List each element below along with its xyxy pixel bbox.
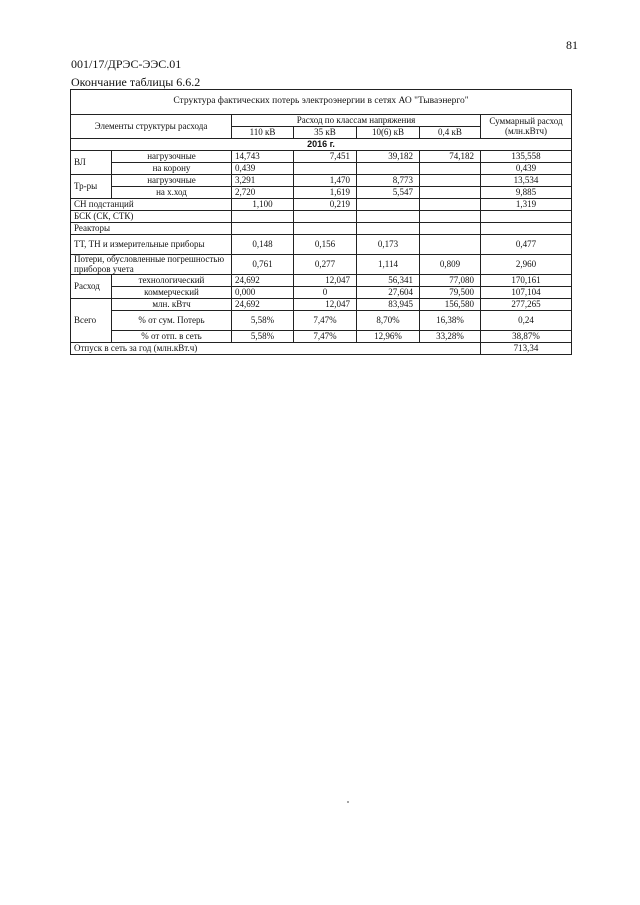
sub-label: % от сум. Потерь xyxy=(112,311,232,331)
header-total: Суммарный расход (млн.кВтч) xyxy=(481,115,572,139)
cell-110 xyxy=(232,223,294,235)
cell-total: 713,34 xyxy=(481,343,572,355)
cell-total: 277,265 xyxy=(481,299,572,311)
group-label-vsego: Всего xyxy=(71,299,112,343)
table-row xyxy=(71,287,572,299)
cell-110 xyxy=(232,211,294,223)
cell-04: 77,080 xyxy=(420,275,481,287)
table-row xyxy=(71,299,572,311)
table-row xyxy=(71,311,572,331)
loss-structure-table xyxy=(70,89,572,355)
header-class-10: 10(6) кВ xyxy=(357,127,420,139)
cell-04 xyxy=(420,199,481,211)
table-row xyxy=(71,223,572,235)
cell-110: 0,439 xyxy=(232,163,294,175)
cell-total: 2,960 xyxy=(481,255,572,275)
sub-label: технологический xyxy=(112,275,232,287)
cell-total: 13,534 xyxy=(481,175,572,187)
row-label-otpusk: Отпуск в сеть за год (млн.кВт.ч) xyxy=(71,343,481,355)
scan-speck xyxy=(347,801,349,803)
cell-110: 0,000 xyxy=(232,287,294,299)
year-label: 2016 г. xyxy=(71,139,572,151)
table-row xyxy=(71,199,572,211)
cell-10: 56,341 xyxy=(357,275,420,287)
cell-35: 7,47% xyxy=(294,311,357,331)
cell-110: 0,761 xyxy=(232,255,294,275)
group-label-vl: ВЛ xyxy=(71,151,112,175)
page-number: 81 xyxy=(566,38,578,52)
cell-10 xyxy=(357,163,420,175)
cell-35 xyxy=(294,211,357,223)
header-by-class: Расход по классам напряжения xyxy=(232,115,481,127)
row-label-errors: Потери, обусловленные погрешностью приборов учета xyxy=(71,255,232,275)
table-title: Структура фактических потерь электроэнергии в сетях АО "Тываэнерго" xyxy=(71,90,572,115)
table-row xyxy=(71,163,572,175)
sub-label: нагрузочные xyxy=(112,175,232,187)
table-continuation-caption: Окончание таблицы 6.6.2 xyxy=(71,75,201,89)
table-row xyxy=(71,151,572,163)
cell-total: 135,558 xyxy=(481,151,572,163)
cell-total xyxy=(481,223,572,235)
cell-04: 74,182 xyxy=(420,151,481,163)
table-row xyxy=(71,187,572,199)
cell-total: 0,24 xyxy=(481,311,572,331)
cell-04 xyxy=(420,223,481,235)
year-row xyxy=(71,139,572,151)
cell-35: 7,47% xyxy=(294,331,357,343)
cell-35 xyxy=(294,223,357,235)
cell-35: 12,047 xyxy=(294,299,357,311)
sub-label: на х.ход xyxy=(112,187,232,199)
cell-35: 0 xyxy=(294,287,357,299)
cell-35: 0,219 xyxy=(294,199,357,211)
cell-04: 0,809 xyxy=(420,255,481,275)
cell-10 xyxy=(357,199,420,211)
cell-35: 1,470 xyxy=(294,175,357,187)
cell-04: 79,500 xyxy=(420,287,481,299)
sub-label: на корону xyxy=(112,163,232,175)
cell-10 xyxy=(357,223,420,235)
cell-110: 24,692 xyxy=(232,299,294,311)
cell-10: 83,945 xyxy=(357,299,420,311)
sub-label: коммерческий xyxy=(112,287,232,299)
table-row xyxy=(71,235,572,255)
cell-10: 1,114 xyxy=(357,255,420,275)
header-class-35: 35 кВ xyxy=(294,127,357,139)
group-label-rashod: Расход xyxy=(71,275,112,299)
cell-35: 1,619 xyxy=(294,187,357,199)
table-row xyxy=(71,255,572,275)
cell-35: 12,047 xyxy=(294,275,357,287)
cell-110: 3,291 xyxy=(232,175,294,187)
cell-110: 24,692 xyxy=(232,275,294,287)
header-class-110: 110 кВ xyxy=(232,127,294,139)
header-elements: Элементы структуры расхода xyxy=(71,115,232,139)
cell-35: 0,277 xyxy=(294,255,357,275)
cell-total xyxy=(481,211,572,223)
cell-10: 39,182 xyxy=(357,151,420,163)
sub-label: % от отп. в сеть xyxy=(112,331,232,343)
cell-04 xyxy=(420,187,481,199)
cell-04 xyxy=(420,211,481,223)
cell-04 xyxy=(420,235,481,255)
loss-structure-table-wrapper xyxy=(70,89,571,355)
group-label-tr: Тр-ры xyxy=(71,175,112,199)
cell-110: 2,720 xyxy=(232,187,294,199)
cell-35 xyxy=(294,163,357,175)
cell-10: 5,547 xyxy=(357,187,420,199)
sub-label: нагрузочные xyxy=(112,151,232,163)
row-label-bsk: БСК (СК, СТК) xyxy=(71,211,232,223)
cell-110: 0,148 xyxy=(232,235,294,255)
cell-110: 5,58% xyxy=(232,331,294,343)
cell-10: 12,96% xyxy=(357,331,420,343)
cell-10: 27,604 xyxy=(357,287,420,299)
table-title-row xyxy=(71,90,572,115)
cell-total: 9,885 xyxy=(481,187,572,199)
cell-total: 0,477 xyxy=(481,235,572,255)
cell-04 xyxy=(420,175,481,187)
header-row-1 xyxy=(71,115,572,127)
cell-10: 0,173 xyxy=(357,235,420,255)
cell-10: 8,773 xyxy=(357,175,420,187)
sub-label: млн. кВтч xyxy=(112,299,232,311)
cell-04: 33,28% xyxy=(420,331,481,343)
row-label-reactors: Реакторы xyxy=(71,223,232,235)
cell-04 xyxy=(420,163,481,175)
row-label-tt: ТТ, ТН и измерительные приборы xyxy=(71,235,232,255)
document-id: 001/17/ДРЭС-ЭЭС.01 xyxy=(71,57,182,71)
cell-110: 5,58% xyxy=(232,311,294,331)
cell-110: 14,743 xyxy=(232,151,294,163)
cell-110: 1,100 xyxy=(232,199,294,211)
cell-total: 1,319 xyxy=(481,199,572,211)
cell-10 xyxy=(357,211,420,223)
cell-10: 8,70% xyxy=(357,311,420,331)
table-row xyxy=(71,275,572,287)
table-row xyxy=(71,343,572,355)
table-row xyxy=(71,175,572,187)
header-class-04: 0,4 кВ xyxy=(420,127,481,139)
table-row xyxy=(71,331,572,343)
cell-35: 0,156 xyxy=(294,235,357,255)
cell-total: 170,161 xyxy=(481,275,572,287)
cell-04: 156,580 xyxy=(420,299,481,311)
cell-35: 7,451 xyxy=(294,151,357,163)
cell-total: 38,87% xyxy=(481,331,572,343)
cell-04: 16,38% xyxy=(420,311,481,331)
cell-total: 107,104 xyxy=(481,287,572,299)
cell-total: 0,439 xyxy=(481,163,572,175)
table-row xyxy=(71,211,572,223)
row-label-sn: СН подстанций xyxy=(71,199,232,211)
